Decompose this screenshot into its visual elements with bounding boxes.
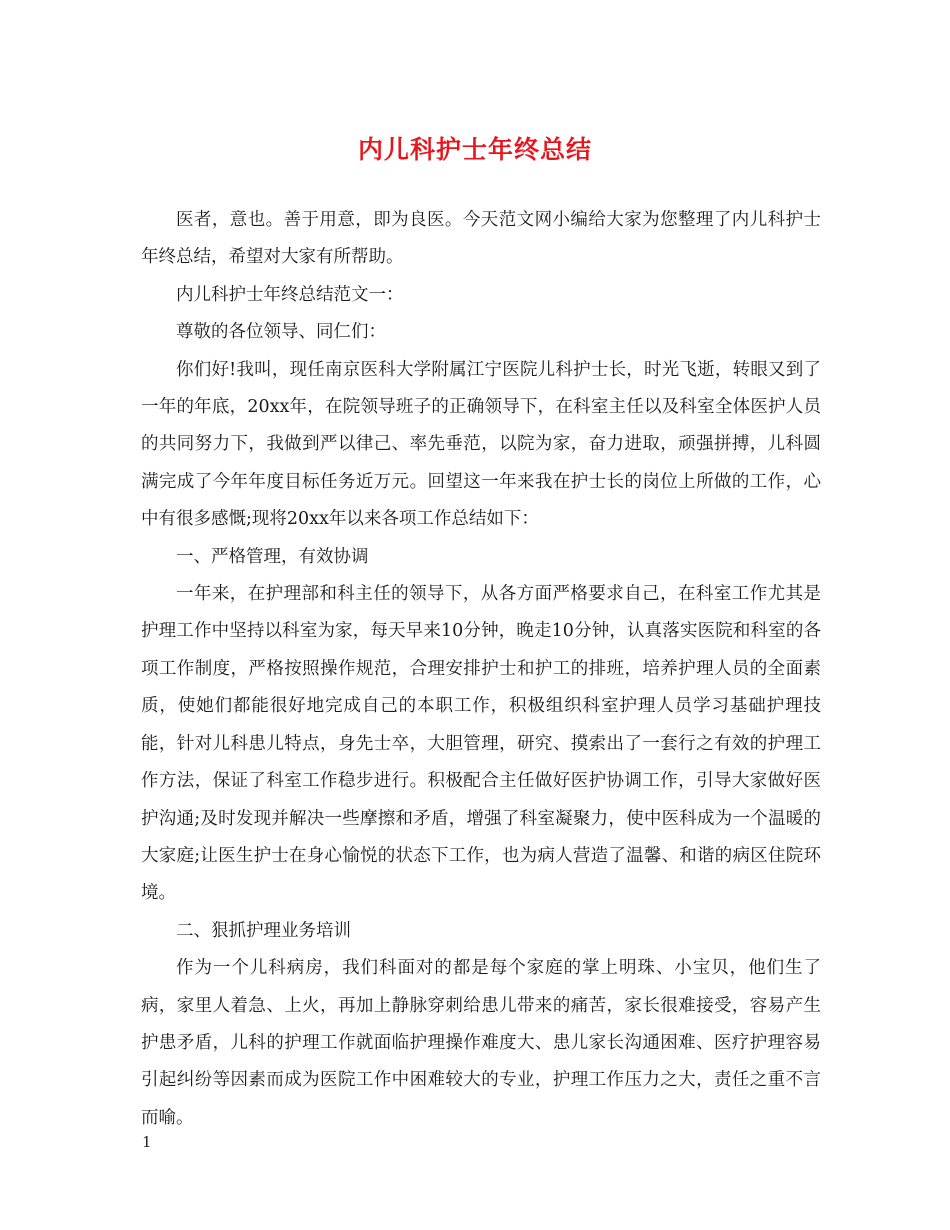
section-heading-2: 二、狠抓护理业务培训: [176, 920, 351, 941]
page-number: 1: [142, 1133, 152, 1151]
paragraph-sample-heading: 内儿科护士年终总结范文一：: [176, 284, 404, 305]
paragraph-intro: 医者，意也。善于用意，即为良医。今天范文网小编给大家为您整理了内儿科护士年终总结，希望对大家有所帮助。: [141, 210, 821, 268]
paragraph-greeting: 你们好!我叫，现任南京医科大学附属江宁医院儿科护士长，时光飞逝，转眼又到了一年的年底，20xx年，在院领导班子的正确领导下，在科室主任以及科室全体医护人员的共同努力下，我做到严以律己、率先垂范，以院为家，奋力进取，顽强拼搏，儿科圆满完成了今年年度目标任务近万元。回望这一年来我在护士长的岗位上所做的工作，心中有很多感慨;现将20xx年以来各项工作总结如下：: [141, 359, 821, 530]
document-title: 内儿科护士年终总结: [357, 135, 592, 164]
paragraph-salutation: 尊敬的各位领导、同仁们：: [176, 322, 386, 343]
section-heading-1: 一、严格管理，有效协调: [176, 546, 369, 567]
paragraph-section-2: 作为一个儿科病房，我们科面对的都是每个家庭的掌上明珠、小宝贝，他们生了病，家里人着急、上火，再加上静脉穿刺给患儿带来的痛苦，家长很难接受，容易产生护患矛盾，儿科的护理工作就面临护理操作难度大、患儿家长沟通困难、医疗护理容易引起纠纷等因素而成为医院工作中困难较大的专业，护理工作压力之大，责任之重不言而喻。: [141, 958, 821, 1128]
document-body: [141, 202, 821, 1137]
paragraph-section-1: 一年来，在护理部和科主任的领导下，从各方面严格要求自己，在科室工作尤其是护理工作中坚持以科室为家，每天早来10分钟，晚走10分钟，认真落实医院和科室的各项工作制度，严格按照操作规范，合理安排护士和护工的排班，培养护理人员的全面素质，使她们都能很好地完成自己的本职工作，积极组织科室护理人员学习基础护理技能，针对儿科患儿特点，身先士卒，大胆管理，研究、摸索出了一套行之有效的护理工作方法，保证了科室工作稳步进行。积极配合主任做好医护协调工作，引导大家做好医护沟通;及时发现并解决一些摩擦和矛盾，增强了科室凝聚力，使中医科成为一个温暖的大家庭;让医生护士在身心愉悦的状态下工作，也为病人营造了温馨、和谐的病区住院环境。: [141, 584, 821, 904]
